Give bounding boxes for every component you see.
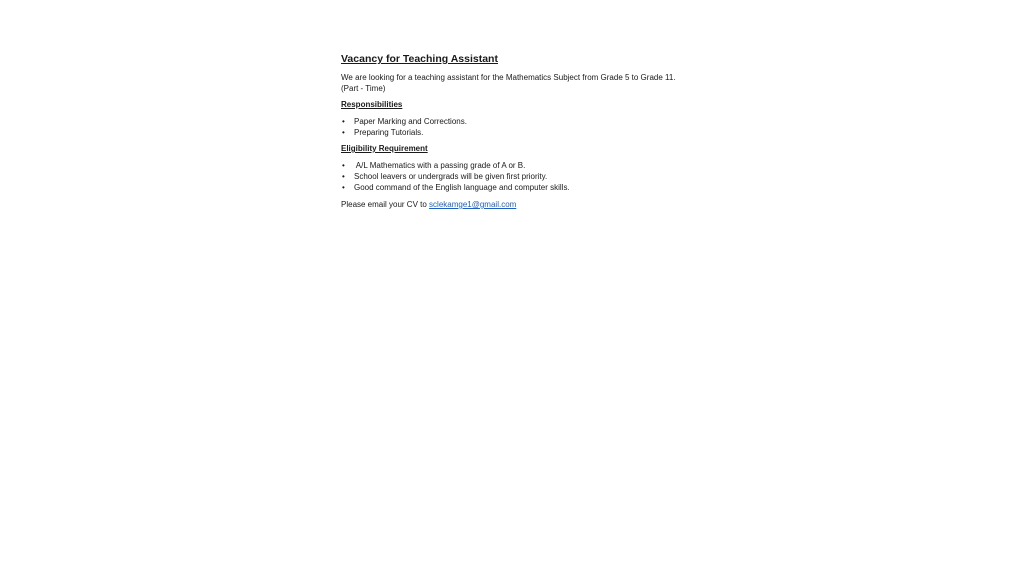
bullet-icon: • [342, 172, 345, 181]
intro-text: We are looking for a teaching assistant for the Mathematics Subject from Grade 5 to Grade 11. [341, 73, 676, 82]
email-link[interactable]: sclekamge1@gmail.com [429, 200, 517, 209]
list-item [341, 116, 701, 127]
document-title: Vacancy for Teaching Assistant [341, 53, 498, 65]
responsibilities-list [341, 116, 701, 138]
list-item-text: Good command of the English language and computer skills. [354, 183, 570, 192]
list-item [341, 127, 701, 138]
bullet-icon: • [342, 161, 345, 170]
bullet-icon: • [342, 128, 345, 137]
list-item-text: Paper Marking and Corrections. [354, 117, 467, 126]
list-item [341, 171, 701, 182]
contact-prefix: Please email your CV to [341, 200, 430, 209]
list-item [341, 182, 701, 193]
eligibility-heading: Eligibility Requirement [341, 144, 428, 153]
responsibilities-heading: Responsibilities [341, 100, 403, 109]
list-item [341, 160, 701, 171]
document-page [341, 52, 701, 210]
list-item-text: Preparing Tutorials. [354, 128, 424, 137]
list-item-text: A/L Mathematics with a passing grade of A or B. [354, 161, 526, 170]
eligibility-list [341, 160, 701, 193]
job-type-text: (Part - Time) [341, 84, 386, 93]
list-item-text: School leavers or undergrads will be given first priority. [354, 172, 548, 181]
bullet-icon: • [342, 183, 345, 192]
contact-line [341, 199, 701, 210]
bullet-icon: • [342, 117, 345, 126]
